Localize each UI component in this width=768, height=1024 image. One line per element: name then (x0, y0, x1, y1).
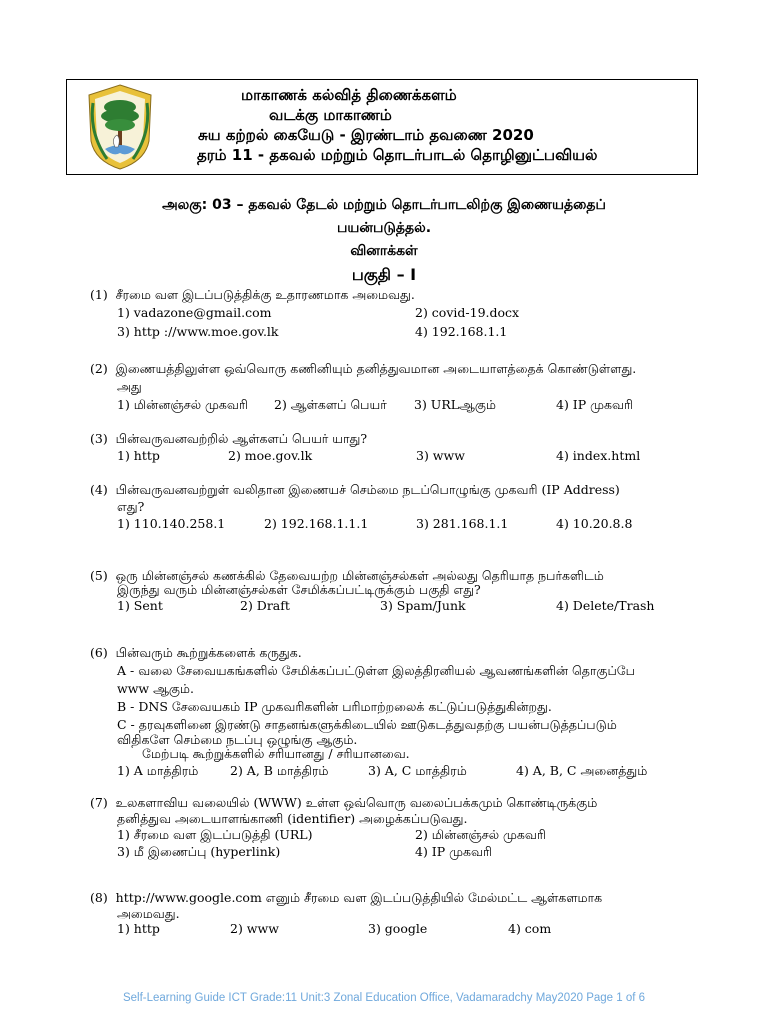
q1-option-1[interactable]: 1) vadazone@gmail.com (117, 305, 272, 320)
question-text: சீரமை வள இடப்படுத்திக்கு உதாரணமாக அமைவது. (115, 287, 415, 302)
question-number: (5) (90, 568, 108, 583)
q7-option-1[interactable]: 1) சீரமை வள இடப்படுத்தி (URL) (117, 827, 313, 842)
q7-option-2[interactable]: 2) மின்னஞ்சல் முகவரி (415, 827, 546, 842)
question-2 (90, 361, 636, 377)
q3-option-1[interactable]: 1) http (117, 448, 160, 463)
q8-option-4[interactable]: 4) com (508, 921, 552, 936)
question-text: ஒரு மின்னஞ்சல் கணக்கில் தேவையற்ற மின்னஞ்சல்கள் அல்லது தெரியாத நபர்களிடம் (115, 568, 604, 583)
statement-c-cont: விதிகளே செம்மை நடப்பு ஒழுங்கு ஆகும். (117, 732, 358, 747)
q2-option-2[interactable]: 2) ஆள்களப் பெயர் (274, 397, 387, 412)
q4-option-3[interactable]: 3) 281.168.1.1 (416, 516, 509, 531)
q6-option-1[interactable]: 1) A மாத்திரம் (117, 763, 199, 778)
q5-option-1[interactable]: 1) Sent (117, 598, 163, 613)
q2-option-4[interactable]: 4) IP முகவரி (556, 397, 633, 412)
section-label: பகுதி – I (351, 265, 417, 284)
question-number: (8) (90, 890, 108, 905)
q7-option-3[interactable]: 3) மீ இணைப்பு (hyperlink) (117, 844, 281, 859)
q6-option-2[interactable]: 2) A, B மாத்திரம் (230, 763, 329, 778)
q5-option-2[interactable]: 2) Draft (240, 598, 290, 613)
question-number: (1) (90, 287, 108, 302)
question-text: உலகளாவிய வலையில் (WWW) உள்ள ஒவ்வொரு வலைப்பக்கமும் கொண்டிருக்கும் (115, 795, 598, 810)
header-line-4: தரம் 11 - தகவல் மற்றும் தொடர்பாடல் தொழினுட்பவியல் (197, 146, 598, 164)
question-text: http://www.google.com எனும் சீரமை வள இடப்படுத்தியில் மேல்மட்ட ஆள்களமாக (115, 890, 603, 905)
statement-b: B - DNS சேவையகம் IP முகவரிகளின் பரிமாற்றலைக் கட்டுப்படுத்துகின்றது. (117, 699, 552, 714)
q5-option-4[interactable]: 4) Delete/Trash (556, 598, 655, 613)
question-8-line-2: அமைவது. (117, 906, 180, 921)
unit-title-line-2: பயன்படுத்தல். (336, 220, 432, 236)
question-7-line-2: தனித்துவ அடையாளங்காணி (identifier) அழைக்கப்படுவது. (117, 811, 468, 826)
question-2-line-2: அது (117, 379, 142, 394)
q3-option-3[interactable]: 3) www (416, 448, 465, 463)
statement-a: A - வலை சேவையகங்களில் சேமிக்கப்பட்டுள்ள இலத்திரனியல் ஆவணங்களின் தொகுப்பே (117, 663, 635, 678)
department-logo (85, 83, 155, 171)
statement-a-cont: www ஆகும். (117, 681, 194, 696)
question-text: பின்வரும் கூற்றுக்களைக் கருதுக. (115, 645, 302, 660)
question-text: பின்வருவனவற்றில் ஆள்களப் பெயர் யாது? (115, 431, 368, 446)
question-text: இணையத்திலுள்ள ஒவ்வொரு கணினியும் தனித்துவமான அடையாளத்தைக் கொண்டுள்ளது. (115, 361, 637, 376)
q7-option-4[interactable]: 4) IP முகவரி (415, 844, 492, 859)
question-5-line-2: இருந்து வரும் மின்னஞ்சல்கள் சேமிக்கப்பட்டிருக்கும் பகுதி எது? (117, 582, 481, 597)
q2-option-3[interactable]: 3) URLஆகும் (414, 397, 496, 412)
question-4 (90, 482, 620, 498)
question-7 (90, 795, 597, 811)
question-3 (90, 431, 367, 447)
statement-c: C - தரவுகளினை இரண்டு சாதனங்களுக்கிடையில் ஊடுகடத்துவதற்கு பயன்படுத்தப்படும் (117, 717, 617, 732)
header-line-3: சுய கற்றல் கையேடு - இரண்டாம் தவணை 2020 (198, 126, 534, 144)
q6-option-4[interactable]: 4) A, B, C அனைத்தும் (516, 763, 648, 778)
question-number: (7) (90, 795, 108, 810)
question-number: (4) (90, 482, 108, 497)
q4-option-1[interactable]: 1) 110.140.258.1 (117, 516, 226, 531)
q8-option-2[interactable]: 2) www (230, 921, 279, 936)
q3-option-2[interactable]: 2) moe.gov.lk (228, 448, 313, 463)
question-6 (90, 645, 302, 661)
header-box (66, 79, 698, 175)
q4-option-4[interactable]: 4) 10.20.8.8 (556, 516, 633, 531)
q8-option-1[interactable]: 1) http (117, 921, 160, 936)
question-number: (3) (90, 431, 108, 446)
q2-option-1[interactable]: 1) மின்னஞ்சல் முகவரி (117, 397, 248, 412)
unit-title-line-1: அலகு: 03 – தகவல் தேடல் மற்றும் தொடர்பாடலிற்கு இணையத்தைப் (162, 197, 606, 213)
question-number: (2) (90, 361, 108, 376)
question-number: (6) (90, 645, 108, 660)
q6-option-3[interactable]: 3) A, C மாத்திரம் (368, 763, 467, 778)
q1-option-2[interactable]: 2) covid-19.docx (415, 305, 520, 320)
unit-title-line-3: வினாக்கள் (350, 243, 418, 259)
q5-option-3[interactable]: 3) Spam/Junk (380, 598, 466, 613)
page-footer: Self-Learning Guide ICT Grade:11 Unit:3 Zonal Education Office, Vadamaradchy May2020 Page 1 of 6 (122, 992, 646, 1004)
q1-option-4[interactable]: 4) 192.168.1.1 (415, 324, 508, 339)
question-6-prompt: மேற்படி கூற்றுக்களில் சரியானது / சரியானவை. (142, 746, 410, 761)
header-line-1: மாகாணக் கல்வித் திணைக்களம் (241, 86, 457, 104)
q4-option-2[interactable]: 2) 192.168.1.1.1 (264, 516, 369, 531)
header-line-2: வடக்கு மாகாணம் (269, 106, 392, 124)
question-1 (90, 287, 415, 303)
q1-option-3[interactable]: 3) http ://www.moe.gov.lk (117, 324, 279, 339)
question-8 (90, 890, 602, 906)
question-text: பின்வருவனவற்றுள் வலிதான இணையச் செம்மை நடப்பொழுங்கு முகவரி (IP Address) (115, 482, 620, 497)
q3-option-4[interactable]: 4) index.html (556, 448, 641, 463)
q8-option-3[interactable]: 3) google (368, 921, 428, 936)
question-4-line-2: எது? (117, 499, 145, 514)
